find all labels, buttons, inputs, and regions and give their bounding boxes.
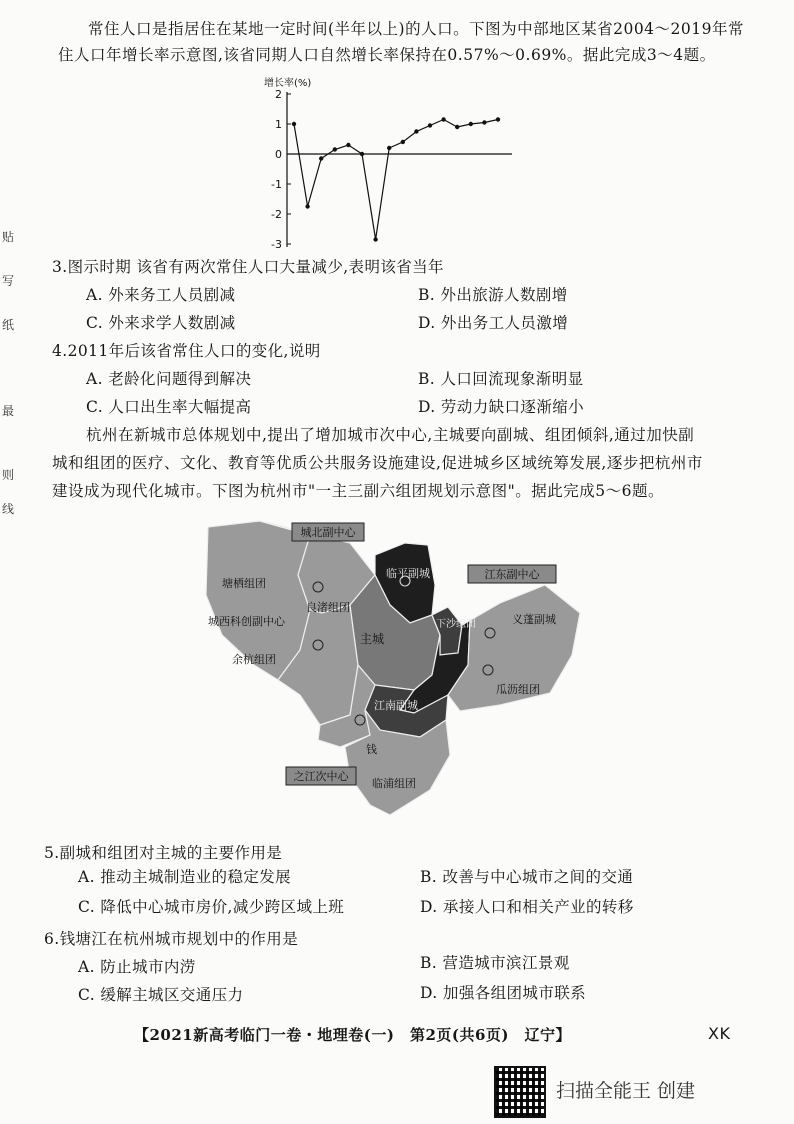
map-label-liangzhu: 良渚组团	[306, 601, 350, 614]
data-point-2014	[428, 123, 432, 127]
option[interactable]: B. 人口回流现象渐明显	[418, 370, 584, 388]
option[interactable]: C. 人口出生率大幅提高	[86, 398, 252, 416]
data-point-2005	[305, 204, 309, 208]
data-point-2009	[360, 152, 364, 156]
series-line	[294, 120, 498, 240]
map-label-jiangnan: 江南副城	[374, 699, 418, 712]
data-point-2013	[414, 129, 418, 133]
option[interactable]: C. 缓解主城区交通压力	[78, 986, 244, 1004]
option[interactable]: A. 外来务工人员剧减	[86, 286, 236, 304]
option[interactable]: C. 外来求学人数剧减	[86, 314, 236, 332]
margin-char: 写	[2, 274, 15, 288]
y-tick-label: -2	[271, 208, 282, 221]
option[interactable]: A. 防止城市内涝	[78, 958, 196, 976]
intro-line: 住人口年增长率示意图,该省同期人口自然增长率保持在0.57%～0.69%。据此完成3～4题。	[58, 46, 716, 64]
map-label-yipeng: 义蓬副城	[512, 613, 556, 626]
option[interactable]: B. 改善与中心城市之间的交通	[420, 868, 634, 886]
growth-rate-chart	[250, 72, 530, 257]
data-point-2007	[333, 147, 337, 151]
footer-code: XK	[708, 1024, 731, 1043]
data-point-2015	[441, 117, 445, 121]
option[interactable]: B. 营造城市滨江景观	[420, 954, 570, 972]
data-point-2011	[387, 146, 391, 150]
intro-line: 城和组团的医疗、文化、教育等优质公共服务设施建设,促进城乡区域统筹发展,逐步把杭州市	[52, 454, 703, 472]
option[interactable]: B. 外出旅游人数剧增	[418, 286, 568, 304]
y-tick-label: 0	[275, 148, 282, 161]
map-label-zhijiang-center: 之江次中心	[293, 770, 349, 783]
map-label-river: 钱	[366, 743, 377, 756]
map-label-tangqi: 塘栖组团	[222, 577, 266, 590]
option[interactable]: A. 推动主城制造业的稳定发展	[78, 868, 292, 886]
data-point-2008	[346, 143, 350, 147]
data-point-2010	[373, 237, 377, 241]
question-stem: 3.图示时期 该省有两次常住人口大量减少,表明该省当年	[52, 258, 444, 276]
margin-char: 纸	[2, 318, 15, 332]
map-label-linping: 临平副城	[386, 567, 430, 580]
map-label-main-city: 主城	[360, 632, 385, 646]
y-tick-label: -1	[271, 178, 282, 191]
option[interactable]: A. 老龄化问题得到解决	[86, 370, 252, 388]
option[interactable]: C. 降低中心城市房价,减少跨区域上班	[78, 898, 345, 916]
page-footer: 【2021新高考临门一卷・地理卷(一) 第2页(共6页) 辽宁】	[134, 1026, 572, 1044]
margin-char: 线	[2, 502, 15, 516]
margin-char: 最	[2, 404, 15, 418]
question-stem: 6.钱塘江在杭州城市规划中的作用是	[44, 930, 299, 948]
map-label-north-center: 城北副中心	[300, 526, 356, 539]
option[interactable]: D. 加强各组团城市联系	[420, 984, 587, 1002]
hangzhou-planning-map	[200, 515, 590, 835]
data-point-2017	[469, 122, 473, 126]
data-point-2004	[292, 122, 296, 126]
question-stem: 5.副城和组团对主城的主要作用是	[44, 844, 283, 862]
data-point-2006	[319, 156, 323, 160]
intro-line: 建设成为现代化城市。下图为杭州市"一主三副六组团规划示意图"。据此完成5～6题。	[52, 482, 664, 500]
map-label-yuhang: 余杭组团	[232, 653, 276, 666]
margin-char: 则	[2, 468, 15, 482]
map-label-xiasha: 下沙组团	[436, 619, 476, 630]
option[interactable]: D. 外出务工人员激增	[418, 314, 569, 332]
data-point-2012	[401, 140, 405, 144]
qr-code-icon	[494, 1066, 546, 1118]
data-point-2019	[496, 117, 500, 121]
option[interactable]: D. 承接人口和相关产业的转移	[420, 898, 634, 916]
y-axis-label: 增长率(%)	[264, 78, 312, 89]
map-label-chengxi-center: 城西科创副中心	[208, 615, 285, 628]
y-tick-label: -3	[271, 238, 282, 251]
y-tick-label: 1	[275, 118, 282, 131]
map-label-guali: 瓜沥组团	[496, 683, 540, 696]
map-label-jiangdong-center: 江东副中心	[484, 568, 540, 581]
question-stem: 4.2011年后该省常住人口的变化,说明	[52, 342, 321, 360]
data-point-2016	[455, 125, 459, 129]
scanner-watermark: 扫描全能王 创建	[556, 1080, 696, 1102]
map-label-linpu: 临浦组团	[372, 777, 416, 790]
data-point-2018	[482, 120, 486, 124]
margin-char: 贴	[2, 230, 15, 244]
intro-line: 杭州在新城市总体规划中,提出了增加城市次中心,主城要向副城、组团倾斜,通过加快副	[86, 426, 695, 444]
intro-line: 常住人口是指居住在某地一定时间(半年以上)的人口。下图为中部地区某省2004～2019年常	[88, 20, 744, 38]
y-tick-label: 2	[275, 88, 282, 101]
option[interactable]: D. 劳动力缺口逐渐缩小	[418, 398, 585, 416]
